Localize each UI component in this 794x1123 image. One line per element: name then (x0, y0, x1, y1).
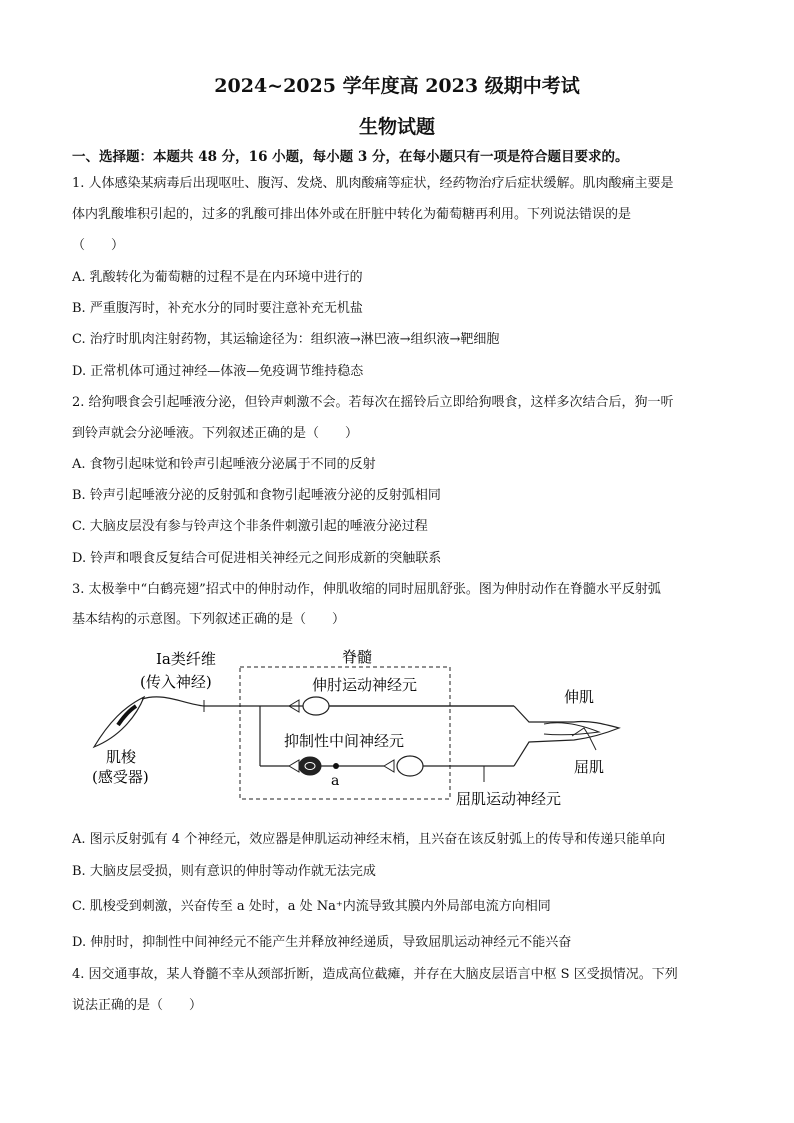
label-flexor: 屈肌 (574, 758, 605, 776)
synapse-inhibitory (289, 760, 299, 772)
label-extensor: 伸肌 (564, 688, 595, 706)
label-extensor-neuron: 伸肘运动神经元 (312, 676, 418, 694)
q2-stem-line1: 2. 给狗喂食会引起唾液分泌，但铃声刺激不会。若每次在摇铃后立即给狗喂食，这样多次结合后，狗一听 (72, 395, 674, 410)
synapse-flexor (384, 760, 394, 772)
q2-option-d: D. 铃声和喂食反复结合可促进相关神经元之间形成新的突触联系 (72, 551, 442, 566)
q3-option-b: B. 大脑皮层受损，则有意识的伸肘等动作就无法完成 (72, 864, 376, 879)
reflex-arc-figure (84, 642, 644, 812)
label-spindle: 肌梭 (106, 748, 137, 766)
q1-option-d: D. 正常机体可通过神经—体液—免疫调节维持稳态 (72, 364, 364, 379)
q4-stem-line2: 说法正确的是（ ） (72, 998, 203, 1013)
section-heading: 一、选择题：本题共 48 分，16 小题，每小题 3 分，在每小题只有一项是符合题目要求的。 (72, 149, 629, 165)
q1-option-b: B. 严重腹泻时，补充水分的同时要注意补充无机盐 (72, 301, 363, 316)
arm-outline (514, 706, 619, 766)
q3-stem-line2: 基本结构的示意图。下列叙述正确的是（ ） (72, 612, 346, 627)
q1-stem-line3: （ ） (72, 238, 125, 253)
q4-stem-line1: 4. 因交通事故，某人脊髓不幸从颈部折断，造成高位截瘫，并存在大脑皮层语言中枢 S 区受损情况。下列 (72, 967, 678, 982)
q2-option-a: A. 食物引起味觉和铃声引起唾液分泌属于不同的反射 (72, 457, 376, 472)
q1-stem-line2: 体内乳酸堆积引起的，过多的乳酸可排出体外或在肝脏中转化为葡萄糖再利用。下列说法错误的是 (72, 207, 632, 222)
extensor-muscle-shape (544, 723, 599, 735)
q2-option-b: B. 铃声引起唾液分泌的反射弧和食物引起唾液分泌的反射弧相同 (72, 488, 441, 503)
q1-stem-line1: 1. 人体感染某病毒后出现呕吐、腹泻、发烧、肌肉酸痛等症状，经药物治疗后症状缓解。肌肉酸痛主要是 (72, 176, 674, 191)
inhibitory-neuron-body (299, 757, 321, 775)
q3-option-d: D. 伸肘时，抑制性中间神经元不能产生并释放神经递质，导致屈肌运动神经元不能兴奋 (72, 935, 572, 950)
flexor-leader (589, 736, 596, 750)
label-flexor-neuron: 屈肌运动神经元 (456, 790, 562, 808)
exam-title: 2024~2025 学年度高 2023 级期中考试 (214, 75, 580, 97)
label-spinal-cord: 脊髓 (342, 648, 373, 666)
label-fiber: Ia类纤维 (156, 650, 216, 668)
flexor-muscle-shape (572, 728, 589, 736)
q3-option-a: A. 图示反射弧有 4 个神经元，效应器是伸肌运动神经末梢，且兴奋在该反射弧上的传导和传递只能单向 (72, 832, 666, 847)
q1-option-c: C. 治疗时肌肉注射药物，其运输途径为：组织液→淋巴液→组织液→靶细胞 (72, 332, 500, 347)
flexor-neuron-body (397, 756, 423, 776)
point-a (333, 763, 339, 769)
q3-stem-line1: 3. 太极拳中“白鹤亮翅”招式中的伸肘动作，伸肌收缩的同时屈肌舒张。图为伸肘动作在脊髓水平反射弧 (72, 582, 661, 597)
label-afferent: (传入神经) (140, 673, 212, 691)
q2-option-c: C. 大脑皮层没有参与铃声这个非条件刺激引起的唾液分泌过程 (72, 519, 428, 534)
extensor-neuron-body (303, 697, 329, 715)
q1-option-a: A. 乳酸转化为葡萄糖的过程不是在内环境中进行的 (72, 270, 363, 285)
q2-stem-line2: 到铃声就会分泌唾液。下列叙述正确的是（ ） (72, 426, 359, 441)
label-a: a (331, 773, 340, 789)
label-inhibitory-neuron: 抑制性中间神经元 (284, 732, 405, 750)
q3-option-c: C. 肌梭受到刺激，兴奋传至 a 处时，a 处 Na⁺内流导致其膜内外局部电流方向相同 (72, 899, 551, 914)
label-receptor: (感受器) (92, 768, 149, 786)
exam-subject: 生物试题 (358, 116, 435, 138)
